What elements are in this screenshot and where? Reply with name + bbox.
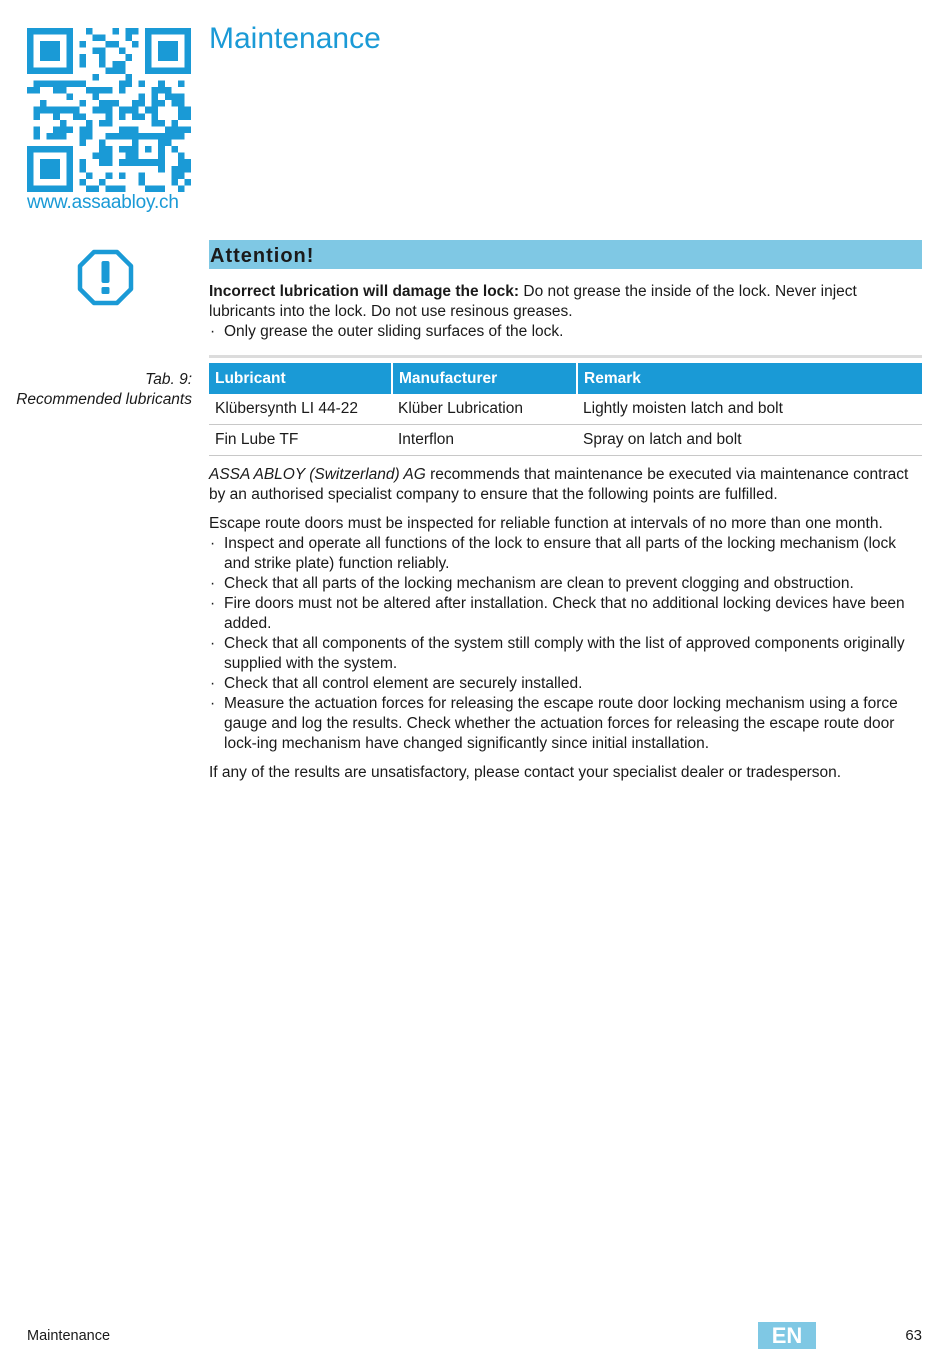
inspection-intro: Escape route doors must be inspected for reliable function at intervals of no more than one month. [209,515,883,532]
column-header-manufacturer: Manufacturer [392,363,577,394]
table-row [209,425,922,456]
column-header-remark: Remark [577,363,922,394]
attention-text: Do not grease the inside of the lock. Never inject lubricants into the lock. Do not use resinous greases. [209,283,857,320]
page-number: 63 [905,1327,922,1344]
table-divider [209,355,922,358]
table-cell: Klübersynth LI 44-22 [209,394,392,425]
table-caption [16,370,192,410]
page-title: Maintenance [209,22,381,55]
list-item: · Measure the actuation forces for releasing the escape route door locking mechanism using a force gauge and log the results. Check whether the actuation forces for releasing the escape route door lock-ing mechanism have changed significantly since initial installation. [209,694,921,754]
maintenance-body [209,465,921,792]
list-item: · Fire doors must not be altered after installation. Check that no additional locking devices have been added. [209,594,921,634]
inspection-list [209,534,921,754]
table-cell: Fin Lube TF [209,425,392,456]
footer-section-title: Maintenance [27,1328,111,1344]
table-cell: Interflon [392,425,577,456]
warning-octagon-icon [77,249,134,306]
website-url: www.assaabloy.ch [27,192,179,213]
table-row [209,394,922,425]
attention-list [209,322,921,342]
attention-title: Attention! [210,245,315,267]
closing-paragraph: If any of the results are unsatisfactory, please contact your specialist dealer or tradesperson. [209,764,842,781]
list-item: · Check that all control element are securely installed. [209,674,921,694]
table-cell: Klüber Lubrication [392,394,577,425]
qr-code-graphic [27,28,191,192]
table-caption-number: Tab. 9: [145,371,192,388]
table-header-row [209,363,922,394]
recommendation-paragraph [209,465,921,505]
company-name: ASSA ABLOY (Switzerland) AG [209,466,426,483]
language-badge: EN [758,1322,816,1349]
table-caption-title: Recommended lubricants [16,391,192,408]
list-item: · Only grease the outer sliding surfaces of the lock. [209,322,921,342]
lubricants-table [209,363,922,456]
list-item: · Check that all components of the system still comply with the list of approved components originally supplied with the system. [209,634,921,674]
qr-code [27,28,191,192]
attention-paragraph [209,282,921,322]
attention-banner [209,240,922,269]
attention-lead: Incorrect lubrication will damage the lock: [209,283,520,300]
table-cell: Spray on latch and bolt [577,425,922,456]
table-cell: Lightly moisten latch and bolt [577,394,922,425]
recommendation-text: recommends that maintenance be executed via maintenance contract by an authorised specialist company to ensure that the following points are fulfilled. [209,466,909,503]
attention-body [209,282,921,342]
list-item: · Inspect and operate all functions of the lock to ensure that all parts of the locking mechanism (lock and strike plate) function reliably. [209,534,921,574]
column-header-lubricant: Lubricant [209,363,392,394]
list-item: · Check that all parts of the locking mechanism are clean to prevent clogging and obstruction. [209,574,921,594]
